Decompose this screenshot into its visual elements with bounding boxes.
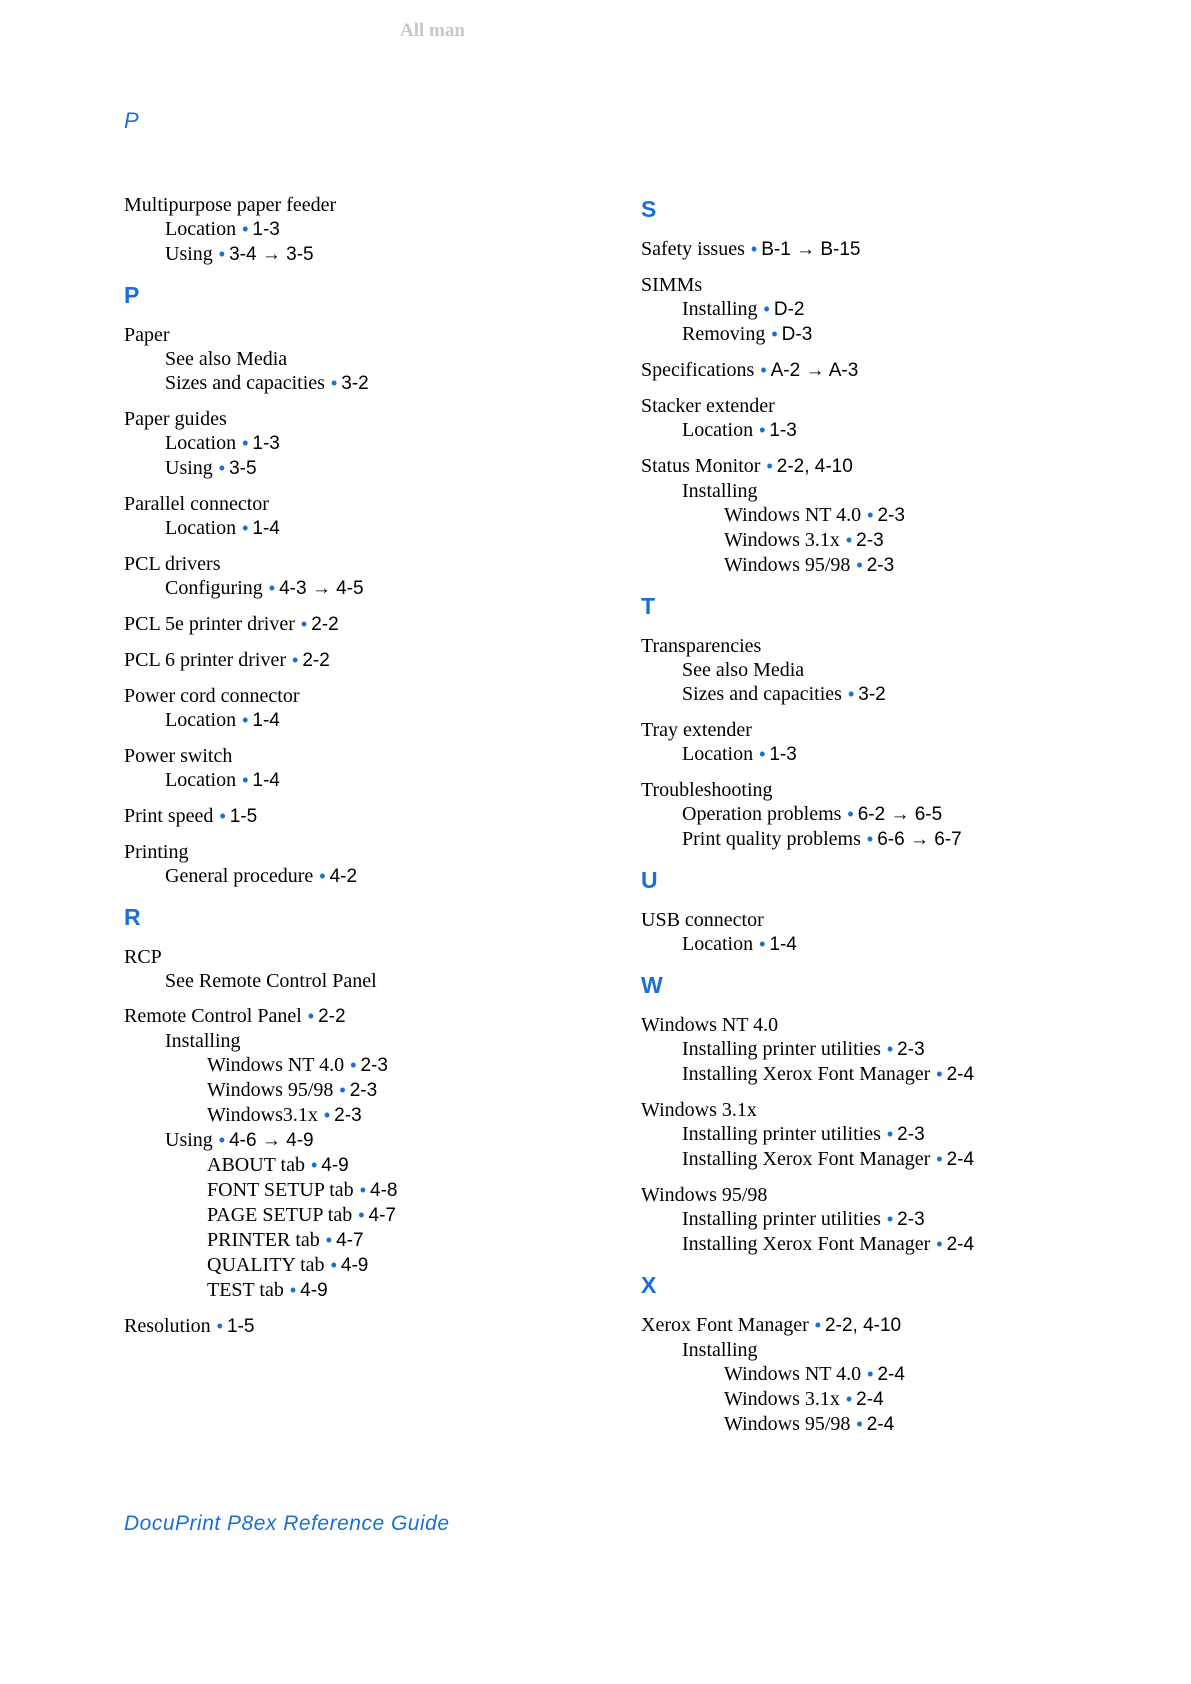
index-term: Specifications [641,359,755,381]
index-line-level-2 [124,768,594,793]
index-line-level-2 [124,217,594,242]
index-entry [641,1098,1111,1172]
index-term: Installing [165,1030,241,1052]
index-entry [124,612,594,637]
index-term: Location [165,432,237,454]
bullet-separator: • [847,684,855,704]
index-term: Installing printer utilities [682,1123,881,1145]
page-reference: 1-5 [229,806,258,827]
index-entry [641,718,1111,767]
page-reference: 2-3 [897,1124,925,1145]
page-reference: 1-3 [769,420,797,441]
bullet-separator: • [339,1080,346,1100]
index-term: Using [165,1129,213,1151]
section-letter-w: W [641,972,663,998]
index-term: Windows NT 4.0 [724,504,862,526]
bullet-separator: • [814,1315,822,1335]
index-entry [641,634,1111,707]
index-term: Printing [124,841,189,863]
bullet-separator: • [292,650,299,670]
bullet-separator: • [310,1155,318,1175]
index-line-level-2 [641,932,1111,957]
page-reference: 2-4 [946,1064,975,1085]
index-term: Paper [124,324,170,346]
bullet-separator: • [323,1105,331,1125]
index-term: Installing Xerox Font Manager [682,1233,931,1255]
index-line-level-1 [641,778,1111,802]
bullet-separator: • [847,804,854,824]
index-term: Windows3.1x [207,1104,318,1126]
index-line-level-3 [641,553,1111,578]
index-term: PCL 6 printer driver [124,649,287,671]
section-letter-t: T [641,593,656,619]
index-entry [641,1013,1111,1087]
index-term: Location [165,709,237,731]
page-reference: 4-6 → 4-9 [229,1130,314,1151]
page-reference: 2-3 [897,1039,925,1060]
index-term: PCL 5e printer driver [124,613,295,635]
bullet-separator: • [886,1209,894,1229]
page-reference: 2-4 [856,1389,884,1410]
bullet-separator: • [866,829,874,849]
bullet-separator: • [845,530,853,550]
bullet-separator: • [319,866,326,886]
index-term: Location [165,517,237,539]
index-entry [641,1183,1111,1257]
index-term: Installing Xerox Font Manager [682,1063,931,1085]
index-entry [124,492,594,541]
index-line-level-3 [124,1278,594,1303]
index-line-level-1 [124,323,594,347]
section-letter-u: U [641,867,658,893]
page-reference: 2-4 [877,1364,905,1385]
page-reference: 2-4 [946,1234,975,1255]
index-entry [641,237,1111,262]
index-line-level-2 [124,456,594,481]
bullet-separator: • [307,1006,315,1026]
page-reference: 2-2, 4-10 [776,456,853,477]
index-term: Location [165,769,237,791]
page-reference: 6-6 → 6-7 [877,829,962,850]
index-term: ABOUT tab [207,1154,305,1176]
index-line-level-2 [124,969,594,993]
index-column-left [124,193,594,1350]
index-line-level-1 [124,193,594,217]
index-line-level-2 [124,516,594,541]
index-term: Windows 3.1x [724,529,840,551]
index-line-level-1 [124,744,594,768]
page-reference: 6-2 → 6-5 [857,804,943,825]
bullet-separator: • [867,1364,874,1384]
index-line-level-2 [641,802,1111,827]
index-line-level-2 [124,1128,594,1153]
index-term: Transparencies [641,635,762,657]
index-line-level-2 [641,1062,1111,1087]
index-term: Using [165,457,213,479]
index-line-level-1 [124,612,594,637]
index-term: Sizes and capacities [682,683,842,705]
index-entry [641,778,1111,852]
index-line-level-1 [124,684,594,708]
index-term: RCP [124,946,162,968]
index-line-level-1 [641,1183,1111,1207]
bullet-separator: • [289,1280,297,1300]
index-line-level-1 [641,454,1111,479]
index-line-level-2 [641,682,1111,707]
index-term: Location [165,218,237,240]
page-reference: 1-4 [252,710,280,731]
index-term: Location [682,419,754,441]
index-term: Paper guides [124,408,227,430]
index-line-level-2 [124,1029,594,1053]
index-term: Sizes and capacities [165,372,325,394]
page-reference: 1-3 [252,219,280,240]
index-line-level-3 [124,1053,594,1078]
index-term: Configuring [165,577,263,599]
bullet-separator: • [886,1124,894,1144]
bullet-separator: • [300,614,308,634]
bullet-separator: • [760,360,767,380]
bullet-separator: • [218,458,226,478]
index-entry [641,1313,1111,1437]
bullet-separator: • [330,373,338,393]
index-term: Removing [682,323,766,345]
page-reference: 4-7 [336,1230,364,1251]
index-line-level-1 [641,273,1111,297]
bullet-separator: • [219,806,226,826]
bullet-separator: • [268,578,276,598]
index-term: Parallel connector [124,493,269,515]
index-entry [641,394,1111,443]
section-letter-x: X [641,1272,657,1298]
index-term: Installing [682,480,758,502]
index-line-level-3 [124,1253,594,1278]
index-term: Windows 95/98 [724,554,851,576]
page-reference: 1-5 [226,1316,255,1337]
index-term: FONT SETUP tab [207,1179,354,1201]
page-reference: 3-2 [341,373,369,394]
index-term: See also Media [165,348,288,370]
index-term: Xerox Font Manager [641,1314,809,1336]
index-term: PAGE SETUP tab [207,1204,353,1226]
index-line-level-2 [124,242,594,267]
index-term: Windows NT 4.0 [724,1363,862,1385]
index-term: Resolution [124,1315,211,1337]
index-entry [124,1004,594,1303]
page-reference: D-3 [781,324,813,345]
index-term: Windows 95/98 [641,1184,768,1206]
index-term: Stacker extender [641,395,775,417]
index-line-level-3 [641,503,1111,528]
bullet-separator: • [216,1316,223,1336]
index-line-level-1 [641,1013,1111,1037]
bullet-separator: • [867,505,874,525]
index-line-level-3 [124,1178,594,1203]
index-line-level-2 [124,708,594,733]
page-reference: 2-2 [318,1006,346,1027]
index-line-level-2 [641,1122,1111,1147]
index-entry [124,407,594,481]
index-line-level-1 [641,237,1111,262]
index-term: PRINTER tab [207,1229,320,1251]
index-term: Print speed [124,805,214,827]
index-line-level-2 [641,1037,1111,1062]
bullet-separator: • [242,710,249,730]
page-reference: 2-3 [334,1105,362,1126]
index-line-level-1 [124,804,594,829]
page-reference: 2-4 [866,1414,895,1435]
index-line-level-2 [124,431,594,456]
index-line-level-3 [124,1228,594,1253]
index-line-level-2 [641,297,1111,322]
page-reference: 3-5 [229,458,257,479]
page-reference: B-1 → B-15 [761,239,861,260]
index-term: Power cord connector [124,685,300,707]
page-reference: 2-3 [349,1080,378,1101]
index-entry [641,908,1111,957]
index-line-level-1 [124,407,594,431]
section-letter-s: S [641,196,657,222]
index-line-level-1 [641,1098,1111,1122]
index-line-level-1 [641,634,1111,658]
index-entry [124,552,594,601]
index-line-level-3 [124,1078,594,1103]
index-term: PCL drivers [124,553,221,575]
index-line-level-2 [124,347,594,371]
index-line-level-1 [124,648,594,673]
index-line-level-1 [124,1004,594,1029]
index-term: Windows 95/98 [207,1079,334,1101]
page-reference: 1-4 [252,518,280,539]
bullet-separator: • [886,1039,894,1059]
index-line-level-2 [124,371,594,396]
index-entry [124,648,594,673]
footer-title: DocuPrint P8ex Reference Guide [124,1512,450,1535]
page-reference: 4-9 [340,1255,369,1276]
bullet-separator: • [759,420,766,440]
index-line-level-2 [641,418,1111,443]
index-line-level-2 [641,1147,1111,1172]
index-term: TEST tab [207,1279,284,1301]
index-line-level-2 [124,864,594,889]
index-term: Safety issues [641,238,745,260]
bullet-separator: • [242,219,249,239]
page-reference: 4-2 [329,866,358,887]
index-term: SIMMs [641,274,703,296]
index-line-level-2 [124,576,594,601]
index-line-level-3 [641,1362,1111,1387]
index-column-right [641,193,1111,1448]
index-line-level-2 [641,742,1111,767]
index-term: Installing printer utilities [682,1038,881,1060]
bullet-separator: • [242,433,249,453]
page-reference: A-2 → A-3 [770,360,859,381]
index-term: Operation problems [682,803,842,825]
index-entry [124,744,594,793]
index-term: Status Monitor [641,455,761,477]
index-line-level-3 [641,1387,1111,1412]
bullet-separator: • [759,744,766,764]
index-line-level-2 [641,322,1111,347]
index-entry [124,323,594,396]
page-reference: 4-7 [368,1205,396,1226]
index-line-level-1 [124,840,594,864]
bullet-separator: • [856,1414,863,1434]
index-entry [124,1314,594,1339]
section-letter-r: R [124,904,141,930]
bullet-separator: • [766,456,773,476]
index-line-level-2 [641,827,1111,852]
index-term: See Remote Control Panel [165,970,377,992]
page-reference: 2-2 [311,614,339,635]
bullet-separator: • [242,518,249,538]
bullet-separator: • [759,934,766,954]
bullet-separator: • [936,1234,943,1254]
page-reference: 1-3 [252,433,280,454]
index-line-level-3 [641,528,1111,553]
watermark-text: All man [400,20,465,41]
index-term: Installing printer utilities [682,1208,881,1230]
page-reference: 1-3 [769,744,797,765]
index-term: Windows NT 4.0 [207,1054,345,1076]
bullet-separator: • [218,244,226,264]
page-reference: 2-3 [877,505,905,526]
index-entry [124,840,594,889]
index-entry [124,684,594,733]
index-term: Print quality problems [682,828,861,850]
index-line-level-3 [124,1203,594,1228]
page-reference: 4-9 [321,1155,349,1176]
bullet-separator: • [856,555,863,575]
index-line-level-1 [641,394,1111,418]
index-entry [124,945,594,993]
index-term: Installing [682,1339,758,1361]
page-reference: 2-3 [866,555,895,576]
bullet-separator: • [325,1230,333,1250]
index-line-level-1 [641,358,1111,383]
bullet-separator: • [350,1055,357,1075]
page-reference: 2-3 [897,1209,925,1230]
index-term: Using [165,243,213,265]
index-line-level-2 [641,479,1111,503]
bullet-separator: • [763,299,770,319]
index-term: Installing Xerox Font Manager [682,1148,931,1170]
bullet-separator: • [359,1180,366,1200]
index-line-level-2 [641,1207,1111,1232]
index-term: See also Media [682,659,805,681]
page-reference: 3-4 → 3-5 [229,244,314,265]
bullet-separator: • [771,324,778,344]
index-line-level-1 [641,1313,1111,1338]
index-entry [641,358,1111,383]
index-line-level-1 [124,552,594,576]
index-term: Troubleshooting [641,779,773,801]
page-reference: 1-4 [769,934,797,955]
index-entry [124,804,594,829]
bullet-separator: • [750,239,758,259]
index-term: Windows 3.1x [641,1099,757,1121]
index-term: Installing [682,298,758,320]
index-term: Multipurpose paper feeder [124,194,337,216]
index-term: Windows 95/98 [724,1413,851,1435]
page-reference: 2-2, 4-10 [825,1315,902,1336]
index-term: Tray extender [641,719,752,741]
running-head-letter: P [124,108,139,133]
index-line-level-1 [124,492,594,516]
index-line-level-1 [124,945,594,969]
index-term: Remote Control Panel [124,1005,302,1027]
bullet-separator: • [936,1149,943,1169]
index-term: Location [682,933,754,955]
index-line-level-2 [641,658,1111,682]
page-reference: 1-4 [252,770,280,791]
index-term: General procedure [165,865,314,887]
index-line-level-3 [124,1153,594,1178]
page-reference: 4-8 [370,1180,398,1201]
bullet-separator: • [845,1389,853,1409]
index-entry [641,454,1111,578]
page-reference: 4-9 [300,1280,328,1301]
index-line-level-1 [641,718,1111,742]
index-entry [641,273,1111,347]
index-term: Location [682,743,754,765]
page-reference: 3-2 [858,684,886,705]
page-reference: 2-3 [360,1055,388,1076]
index-term: QUALITY tab [207,1254,325,1276]
index-term: Windows 3.1x [724,1388,840,1410]
index-line-level-1 [124,1314,594,1339]
index-term: USB connector [641,909,764,931]
section-letter-p: P [124,282,140,308]
index-term: Windows NT 4.0 [641,1014,779,1036]
bullet-separator: • [358,1205,365,1225]
page-reference: 2-3 [856,530,884,551]
page-reference: D-2 [773,299,805,320]
bullet-separator: • [936,1064,943,1084]
page-reference: 2-2 [302,650,330,671]
bullet-separator: • [330,1255,337,1275]
bullet-separator: • [242,770,249,790]
page-reference: 2-4 [946,1149,975,1170]
index-line-level-2 [641,1232,1111,1257]
bullet-separator: • [218,1130,226,1150]
index-term: Power switch [124,745,233,767]
index-entry [124,193,594,267]
page-reference: 4-3 → 4-5 [279,578,364,599]
index-line-level-2 [641,1338,1111,1362]
index-line-level-3 [641,1412,1111,1437]
index-line-level-3 [124,1103,594,1128]
index-line-level-1 [641,908,1111,932]
